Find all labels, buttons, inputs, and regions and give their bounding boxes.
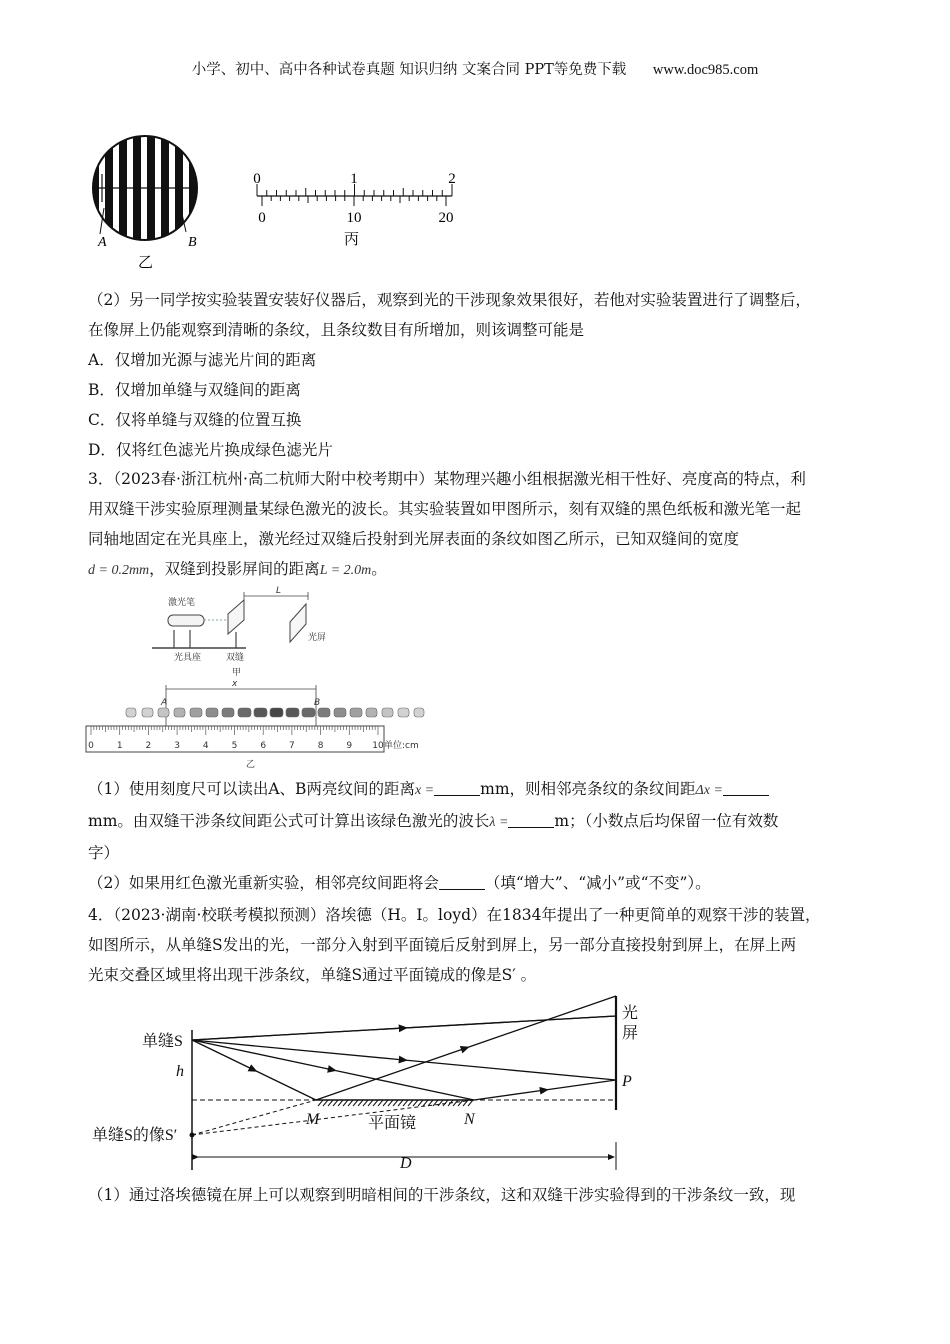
slit-s-label: 单缝S <box>142 1033 183 1050</box>
q3-p2-a: （2）如果用红色激光重新实验，相邻亮纹间距将会 <box>88 874 439 892</box>
answer-blank-x[interactable] <box>434 779 480 796</box>
ruler-tick-label: 9 <box>346 741 353 751</box>
ruler-label-a: A <box>161 698 168 708</box>
hatch-line <box>393 1100 398 1106</box>
page-header <box>0 58 950 79</box>
fringe-caption: 乙 <box>138 253 154 271</box>
answer-blank-lambda[interactable] <box>508 811 554 828</box>
answer-blank-red[interactable] <box>439 873 485 890</box>
q3-line4-end: 。 <box>371 560 387 578</box>
fringe <box>382 708 393 717</box>
mirror-label: 平面镜 <box>368 1115 417 1132</box>
hatch-line <box>338 1100 343 1106</box>
hatch-line <box>453 1100 458 1106</box>
hatch-line <box>443 1100 448 1106</box>
distance-label: L <box>276 586 282 596</box>
fringe <box>206 708 218 717</box>
fringe <box>190 708 202 717</box>
hatch-line <box>358 1100 363 1106</box>
ruler-tick-label: 8 <box>317 741 324 751</box>
q3-p1-line2 <box>88 806 863 838</box>
q3-line4-mid: ，双缝到投影屏间的距离 <box>149 560 320 578</box>
fringe <box>302 708 315 717</box>
q3-p2-b: （填“增大”、“减小”或“不变”）。 <box>484 874 711 892</box>
hatch-line <box>333 1100 338 1106</box>
hatch-line <box>423 1100 428 1106</box>
q3-math-l: L = 2.0m <box>319 563 372 578</box>
fringe <box>318 708 330 717</box>
q3-line-3: 同轴地固定在光具座上，激光经过双缝后投射到光屏表面的条纹如图乙所示，已知双缝间的宽度 <box>88 530 740 548</box>
fringe <box>286 708 299 717</box>
fringe <box>414 708 424 717</box>
hatch-line <box>383 1100 388 1106</box>
d-label: D <box>400 1155 412 1172</box>
hatch-line <box>343 1100 348 1106</box>
hatch-line <box>363 1100 368 1106</box>
ruler-tick-label: 10 <box>372 741 384 751</box>
lloyd-mirror-figure <box>86 992 656 1172</box>
q3-parts <box>88 774 863 898</box>
hatch-line <box>403 1100 408 1106</box>
vernier-tick-20: 20 <box>438 210 454 226</box>
hatch-line <box>418 1100 423 1106</box>
header-text: 小学、初中、高中各种试卷真题 知识归纳 文案合同 PPT等免费下载 <box>191 62 627 78</box>
q2-stem-1: （2）另一同学按实验装置安装好仪器后，观察到光的干涉现象效果很好，若他对实验装置进行了调整后， <box>88 291 811 309</box>
slit-label: 双缝 <box>226 653 245 663</box>
q3-math-lambda: λ = <box>489 815 509 830</box>
ruler-unit: 单位:cm <box>384 741 419 751</box>
q2-option-b: B．仅增加单缝与双缝间的距离 <box>88 381 301 399</box>
q4-line-2: 如图所示，从单缝S发出的光，一部分入射到平面镜后反射到屏上，另一部分直接投射到屏上，在屏上两 <box>88 936 797 954</box>
ruler-tick-label: 4 <box>202 741 209 751</box>
apparatus-figure <box>146 584 356 678</box>
q3-p1-b: mm，则相邻亮条纹的条纹间距 <box>480 780 696 798</box>
hatch-line <box>458 1100 463 1106</box>
q3-math-dx: Δx = <box>695 783 723 798</box>
ruler-fringe-figure <box>84 678 434 770</box>
q2-option-a: A．仅增加光源与滤光片间的距离 <box>88 351 317 369</box>
q4-p1: （1）通过洛埃德镜在屏上可以观察到明暗相间的干涉条纹，这和双缝干涉实验得到的干涉条纹一致，现 <box>88 1186 796 1204</box>
q4-line-3: 光束交叠区域里将出现干涉条纹，单缝S通过平面镜成的像是S′ 。 <box>88 966 537 984</box>
q3-math-x: x = <box>414 783 435 798</box>
q3-math-d: d = 0.2mm <box>88 563 150 578</box>
laser-label: 激光笔 <box>168 598 196 608</box>
vernier-figure <box>246 166 471 251</box>
hatch-line <box>378 1100 383 1106</box>
q3-stem <box>88 464 863 586</box>
ruler-tick-label: 3 <box>174 741 180 751</box>
p-label: P <box>622 1073 632 1090</box>
fringe-label-b: B <box>188 235 197 250</box>
q2-part2 <box>88 285 863 465</box>
h-label: h <box>176 1063 184 1080</box>
m-label: M <box>306 1111 320 1128</box>
hatch-line <box>318 1100 323 1106</box>
main-tick-0: 0 <box>253 171 261 187</box>
fringe-label-a: A <box>98 235 107 250</box>
main-scale-ticks <box>257 184 452 196</box>
hatch-line <box>388 1100 393 1106</box>
fringe <box>174 708 185 717</box>
q3-p1-d: m；（小数点后均保留一位有效数 <box>554 812 779 830</box>
screen-label-1: 光 <box>622 1005 639 1022</box>
ruler-tick-label: 6 <box>260 741 267 751</box>
fringe <box>350 708 362 717</box>
hatch-line <box>348 1100 353 1106</box>
hatch-line <box>328 1100 333 1106</box>
bench-label: 光具座 <box>174 653 202 663</box>
hatch-line <box>438 1100 443 1106</box>
hatch-line <box>353 1100 358 1106</box>
answer-blank-dx[interactable] <box>723 779 769 796</box>
q2-option-c: C．仅将单缝与双缝的位置互换 <box>88 411 302 429</box>
header-url[interactable]: www.doc985.com <box>652 62 759 78</box>
q3-p2 <box>88 868 863 898</box>
vernier-tick-0: 0 <box>258 210 266 226</box>
q3-p1-a: （1）使用刻度尺可以读出A、B两亮纹间的距离 <box>88 780 415 798</box>
fringe <box>366 708 377 717</box>
hatch-line <box>408 1100 413 1106</box>
q2-option-d: D．仅将红色滤光片换成绿色滤光片 <box>88 441 333 459</box>
fringe <box>126 708 136 717</box>
hatch-line <box>398 1100 403 1106</box>
fringe-row <box>126 708 424 717</box>
jia-caption: 甲 <box>232 668 242 678</box>
main-tick-2: 2 <box>448 171 456 187</box>
hatch-line <box>373 1100 378 1106</box>
q3-line-1: 3．（2023春·浙江杭州·高二杭师大附中校考期中）某物理兴趣小组根据激光相干性好、亮度高的特点，利 <box>88 470 806 488</box>
fringe <box>222 708 234 717</box>
x-distance-label: x <box>232 679 238 689</box>
fringe <box>334 708 346 717</box>
hatch-line <box>368 1100 373 1106</box>
ruler-tick-label: 5 <box>231 741 238 751</box>
fringe <box>270 708 283 717</box>
ruler-label-b: B <box>314 698 321 708</box>
hatch-line <box>413 1100 418 1106</box>
fringe <box>142 708 153 717</box>
screen-label-2: 屏 <box>622 1025 639 1042</box>
n-label: N <box>464 1111 475 1128</box>
vernier-caption: 丙 <box>344 230 360 248</box>
q4-part1 <box>88 1180 863 1210</box>
image-s-prime-label: 单缝S的像S′ <box>92 1127 178 1144</box>
ruler-tick-label: 0 <box>88 741 94 751</box>
hatch-line <box>323 1100 328 1106</box>
q3-p1-c: mm。由双缝干涉条纹间距公式可计算出该绿色激光的波长 <box>88 812 490 830</box>
ruler-tick-label: 1 <box>116 741 123 751</box>
fringe <box>254 708 267 717</box>
vernier-tick-10: 10 <box>346 210 362 226</box>
q2-stem-2: 在像屏上仍能观察到清晰的条纹，且条纹数目有所增加，则该调整可能是 <box>88 321 585 339</box>
q3-p1-line3: 字） <box>88 844 120 862</box>
fringe <box>238 708 251 717</box>
q3-line-2: 用双缝干涉实验原理测量某绿色激光的波长。其实验装置如甲图所示，刻有双缝的黑色纸板和激光笔一起 <box>88 500 802 518</box>
ruler-tick-label: 7 <box>289 741 295 751</box>
fringe-circle-figure <box>86 128 216 273</box>
q4-line-1: 4．（2023·湖南·校联考模拟预测）洛埃德（H。I。loyd）在1834年提出了一种更简单的观察干涉的装置， <box>88 906 821 924</box>
screen-label: 光屏 <box>308 633 327 643</box>
q3-line-4 <box>88 554 863 586</box>
main-tick-1: 1 <box>350 171 358 187</box>
q3-p1-line1 <box>88 774 863 806</box>
fringe <box>398 708 409 717</box>
ruler-caption: 乙 <box>246 760 256 770</box>
q4-stem <box>88 900 863 990</box>
vernier-scale-ticks <box>262 196 446 206</box>
fringe <box>158 708 169 717</box>
ruler-tick-label: 2 <box>145 741 152 751</box>
